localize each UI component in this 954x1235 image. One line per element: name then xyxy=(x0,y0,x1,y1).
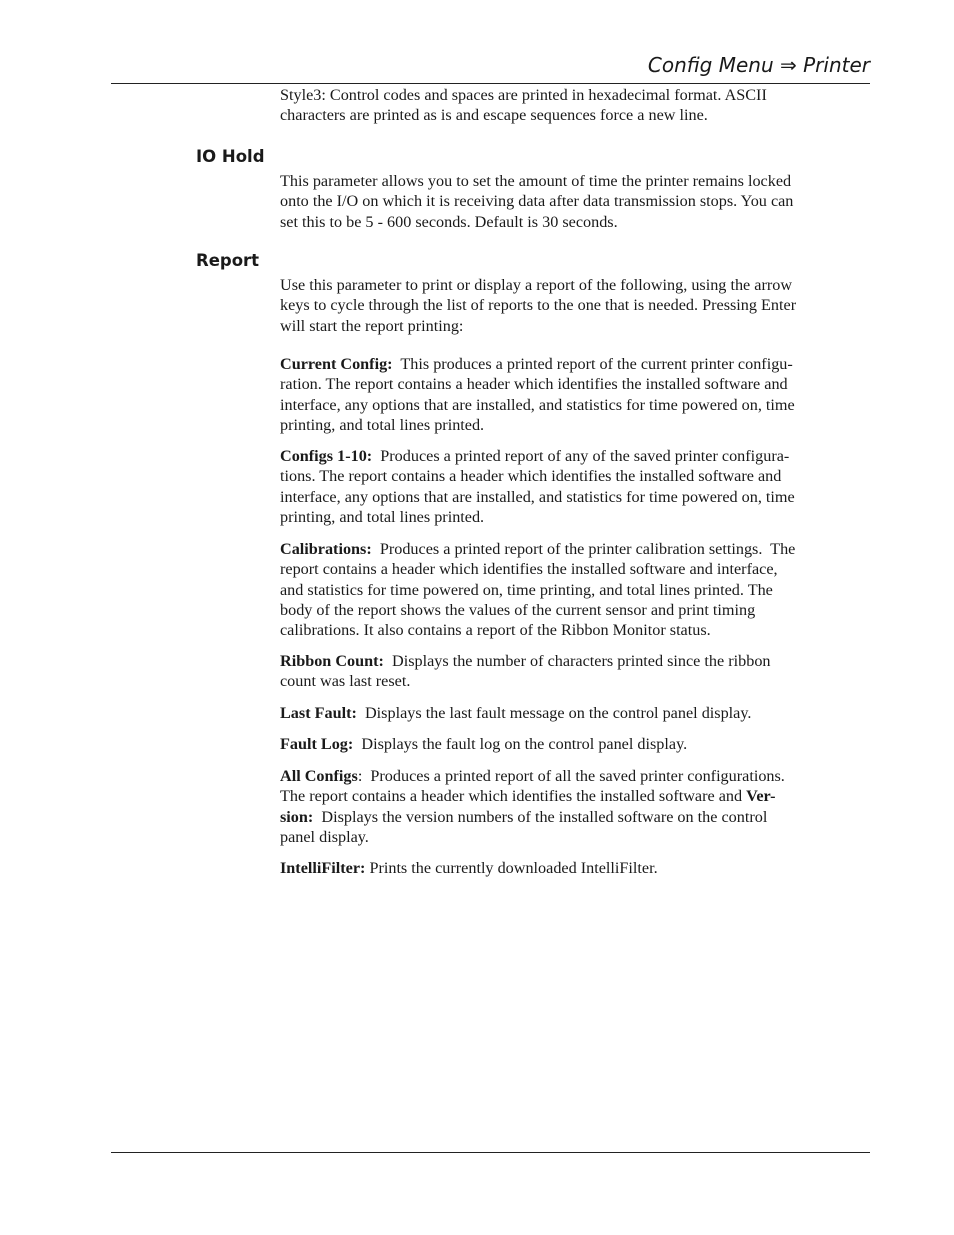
text-line: calibrations. It also contains a report of the Ribbon Monitor status. xyxy=(280,621,711,640)
page-header-title: Config Menu ⇒ Printer xyxy=(647,53,870,77)
all-configs-entry xyxy=(280,766,872,847)
text-line: report contains a header which identifies the installed software and interface, xyxy=(280,560,778,579)
current-config-text: This produces a printed report of the current printer configu- xyxy=(392,355,793,373)
text-line: will start the report printing: xyxy=(280,316,464,335)
text-line: onto the I/O on which it is receiving data after data transmission stops. You can xyxy=(280,192,794,211)
current-config-entry xyxy=(280,354,872,435)
io-hold-heading: IO Hold xyxy=(196,147,265,166)
configs-1-10-text: Produces a printed report of any of the saved printer configura- xyxy=(372,447,790,465)
text-line: and statistics for time powered on, time printing, and total lines printed. The xyxy=(280,580,773,599)
text-line: set this to be 5 - 600 seconds. Default is 30 seconds. xyxy=(280,212,618,231)
intellifilter-entry xyxy=(280,858,872,878)
text-line: panel display. xyxy=(280,827,369,846)
text-line xyxy=(280,446,872,466)
text-line: interface, any options that are installed, and statistics for time powered on, time xyxy=(280,395,795,414)
text-line: body of the report shows the values of the current sensor and print timing xyxy=(280,600,756,619)
report-heading: Report xyxy=(196,251,260,270)
configs-1-10-entry xyxy=(280,446,872,527)
text-line xyxy=(280,354,872,374)
calibrations-term: Calibrations: xyxy=(280,540,372,558)
text-line xyxy=(280,786,872,806)
text-line: keys to cycle through the list of reports to the one that is needed. Pressing Enter xyxy=(280,296,797,315)
intellifilter-text: Prints the currently downloaded IntelliFilter. xyxy=(365,859,658,877)
text-line: characters are printed as is and escape sequences force a new line. xyxy=(280,106,708,125)
fault-log-entry xyxy=(280,734,872,754)
text-line: interface, any options that are installed, and statistics for time powered on, time xyxy=(280,487,795,506)
io-hold-paragraph xyxy=(280,171,872,232)
fault-log-text: Displays the fault log on the control panel display. xyxy=(353,735,688,753)
text-line xyxy=(280,858,872,878)
last-fault-text: Displays the last fault message on the control panel display. xyxy=(356,704,752,722)
text-line: ration. The report contains a header which identifies the installed software and xyxy=(280,375,788,394)
text-line: Use this parameter to print or display a report of the following, using the arrow xyxy=(280,276,793,294)
header-rule xyxy=(111,83,870,84)
text-line: printing, and total lines printed. xyxy=(280,415,485,434)
version-text: Displays the version numbers of the installed software on the control xyxy=(313,807,768,826)
configs-1-10-term: Configs 1-10: xyxy=(280,447,373,465)
text-line: count was last reset. xyxy=(280,672,411,691)
text-line: tions. The report contains a header which identifies the installed software and xyxy=(280,467,782,486)
version-term-part1: Ver- xyxy=(746,787,776,806)
footer-rule xyxy=(111,1152,870,1153)
text-line xyxy=(280,807,872,827)
report-intro-paragraph xyxy=(280,275,872,336)
fault-log-term: Fault Log: xyxy=(280,735,354,753)
text-line xyxy=(280,651,872,671)
calibrations-entry xyxy=(280,539,872,640)
last-fault-term: Last Fault: xyxy=(280,704,357,722)
text-line xyxy=(280,703,872,723)
last-fault-entry xyxy=(280,703,872,723)
text-line: printing, and total lines printed. xyxy=(280,507,485,526)
style3-paragraph xyxy=(280,85,872,126)
calibrations-text: Produces a printed report of the printer calibration settings. The xyxy=(371,540,796,558)
intellifilter-term: IntelliFilter: xyxy=(280,859,366,877)
ribbon-count-text: Displays the number of characters printed since the ribbon xyxy=(383,652,771,670)
all-configs-term: All Configs xyxy=(280,767,358,785)
text-line: This parameter allows you to set the amount of time the printer remains locked xyxy=(280,172,792,190)
all-configs-text: : Produces a printed report of all the saved printer configurations. xyxy=(357,767,785,785)
text-line: Style3: Control codes and spaces are printed in hexadecimal format. ASCII xyxy=(280,86,767,104)
text-line xyxy=(280,766,872,786)
text-line xyxy=(280,539,872,559)
current-config-term: Current Config: xyxy=(280,355,393,373)
text-line xyxy=(280,734,872,754)
ribbon-count-entry xyxy=(280,651,872,692)
ribbon-count-term: Ribbon Count: xyxy=(280,652,384,670)
all-configs-line2-text: The report contains a header which identifies the installed software and xyxy=(280,787,747,806)
version-term-part2: sion: xyxy=(280,807,314,826)
